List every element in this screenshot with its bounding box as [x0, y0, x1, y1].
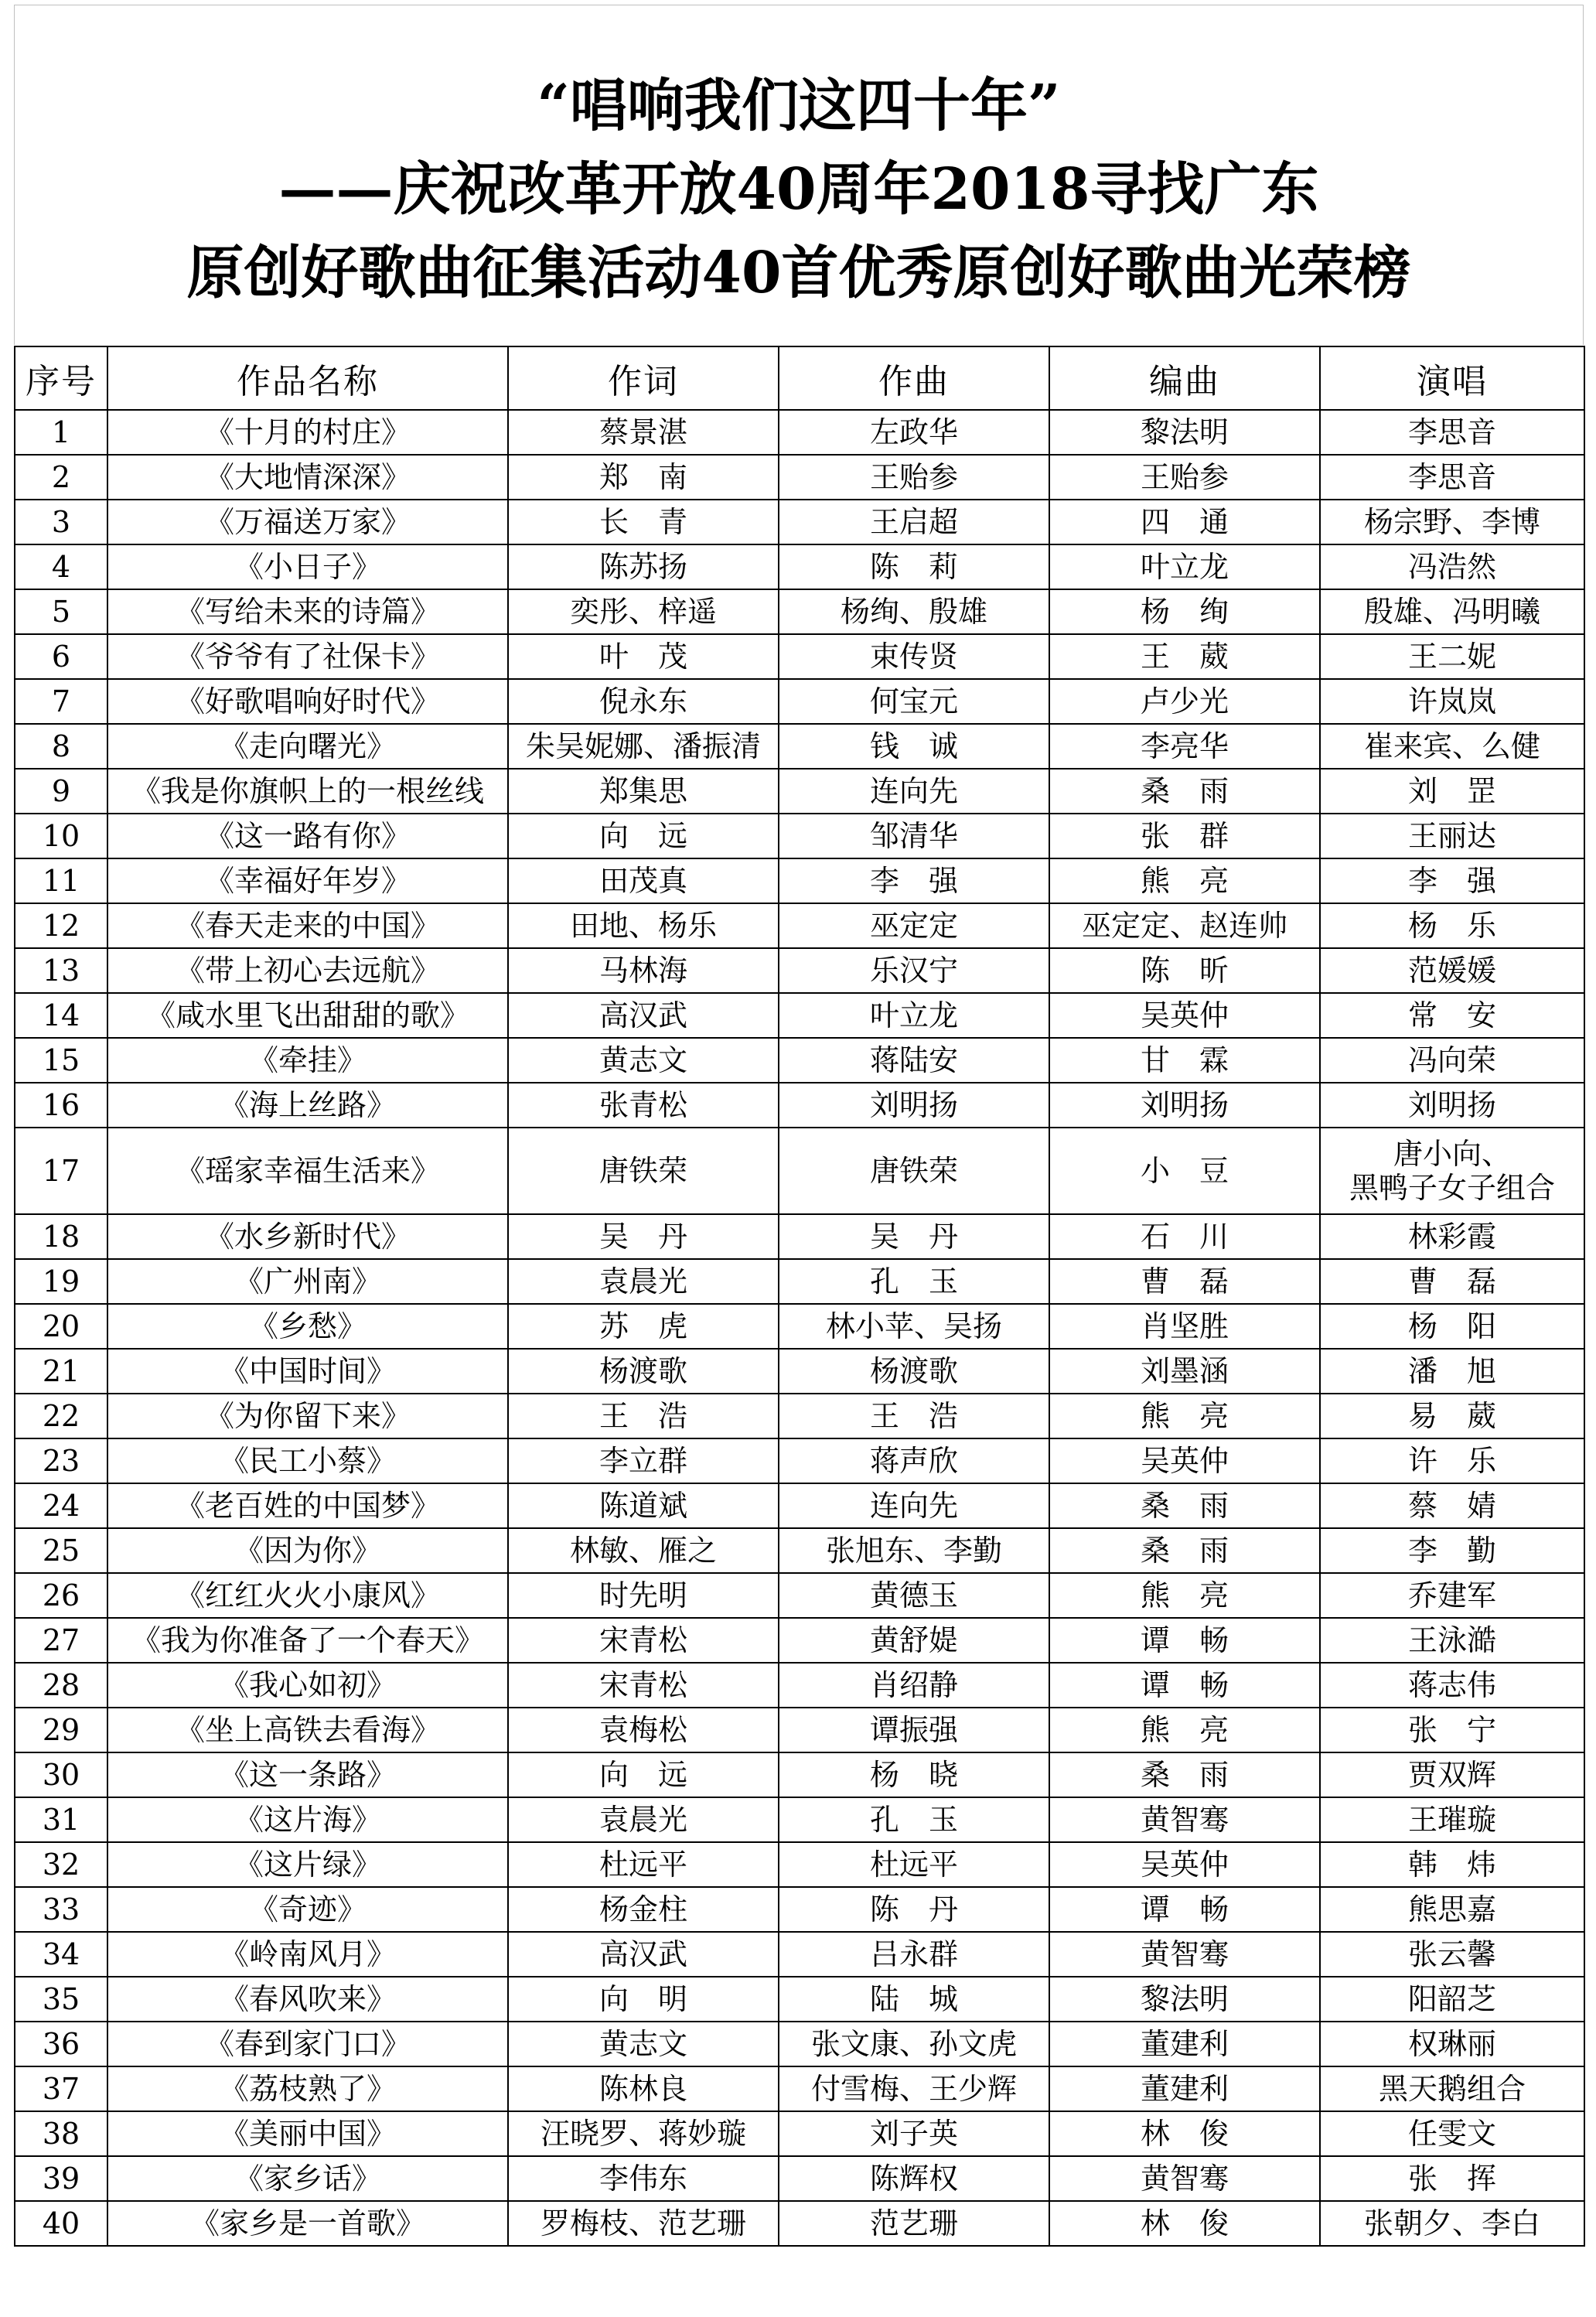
cell-arranger: 吴英仲	[1049, 993, 1320, 1038]
cell-lyricist: 向 远	[508, 1752, 779, 1797]
cell-singer: 许岚岚	[1320, 679, 1584, 724]
cell-singer: 阳韶芝	[1320, 1977, 1584, 2022]
cell-lyricist: 袁晨光	[508, 1797, 779, 1842]
cell-index: 19	[15, 1259, 107, 1304]
cell-index: 8	[15, 724, 107, 769]
cell-title: 《民工小蔡》	[107, 1438, 508, 1483]
table-row	[15, 1349, 1584, 1394]
cell-lyricist: 马林海	[508, 948, 779, 993]
table-row	[15, 1214, 1584, 1259]
cell-singer: 李思音	[1320, 455, 1584, 500]
cell-arranger: 杨 绚	[1049, 589, 1320, 634]
cell-arranger: 熊 亮	[1049, 1394, 1320, 1438]
cell-composer: 陈 莉	[779, 544, 1049, 589]
cell-index: 33	[15, 1887, 107, 1932]
cell-singer: 韩 炜	[1320, 1842, 1584, 1887]
table-row	[15, 2201, 1584, 2246]
cell-composer: 刘子英	[779, 2111, 1049, 2156]
cell-arranger: 林 俊	[1049, 2111, 1320, 2156]
table-row	[15, 1708, 1584, 1752]
cell-arranger: 熊 亮	[1049, 1708, 1320, 1752]
cell-title: 《水乡新时代》	[107, 1214, 508, 1259]
table-row	[15, 589, 1584, 634]
cell-lyricist: 叶 茂	[508, 634, 779, 679]
table-row	[15, 1797, 1584, 1842]
table-row	[15, 2066, 1584, 2111]
table-row	[15, 724, 1584, 769]
cell-title: 《这一条路》	[107, 1752, 508, 1797]
table-row	[15, 634, 1584, 679]
cell-title: 《美丽中国》	[107, 2111, 508, 2156]
cell-composer: 何宝元	[779, 679, 1049, 724]
table-row	[15, 769, 1584, 814]
cell-composer: 范艺珊	[779, 2201, 1049, 2246]
cell-lyricist: 袁梅松	[508, 1708, 779, 1752]
cell-index: 20	[15, 1304, 107, 1349]
cell-lyricist: 高汉武	[508, 993, 779, 1038]
cell-arranger: 李亮华	[1049, 724, 1320, 769]
cell-singer: 冯浩然	[1320, 544, 1584, 589]
cell-composer: 杨 晓	[779, 1752, 1049, 1797]
cell-composer: 连向先	[779, 769, 1049, 814]
cell-index: 15	[15, 1038, 107, 1083]
cell-arranger: 甘 霖	[1049, 1038, 1320, 1083]
cell-lyricist: 田地、杨乐	[508, 903, 779, 948]
cell-lyricist: 罗梅枝、范艺珊	[508, 2201, 779, 2246]
cell-singer: 林彩霞	[1320, 1214, 1584, 1259]
cell-title: 《家乡话》	[107, 2156, 508, 2201]
cell-composer: 巫定定	[779, 903, 1049, 948]
cell-composer: 孔 玉	[779, 1797, 1049, 1842]
cell-lyricist: 田茂真	[508, 858, 779, 903]
cell-singer: 贾双辉	[1320, 1752, 1584, 1797]
table-body	[15, 410, 1584, 2246]
table-header-row	[15, 346, 1584, 410]
header-lyricist: 作词	[508, 346, 779, 410]
cell-title: 《家乡是一首歌》	[107, 2201, 508, 2246]
cell-index: 35	[15, 1977, 107, 2022]
cell-singer: 张 挥	[1320, 2156, 1584, 2201]
title-line-1: “唱响我们这四十年”	[537, 73, 1061, 139]
cell-title: 《写给未来的诗篇》	[107, 589, 508, 634]
cell-singer: 刘明扬	[1320, 1083, 1584, 1128]
cell-singer: 杨 乐	[1320, 903, 1584, 948]
cell-singer: 张云馨	[1320, 1932, 1584, 1977]
table-row	[15, 1394, 1584, 1438]
cell-arranger: 熊 亮	[1049, 858, 1320, 903]
cell-index: 11	[15, 858, 107, 903]
cell-index: 1	[15, 410, 107, 455]
cell-lyricist: 倪永东	[508, 679, 779, 724]
cell-title: 《爷爷有了社保卡》	[107, 634, 508, 679]
cell-index: 34	[15, 1932, 107, 1977]
cell-singer: 许 乐	[1320, 1438, 1584, 1483]
cell-title: 《乡愁》	[107, 1304, 508, 1349]
cell-composer: 钱 诚	[779, 724, 1049, 769]
cell-singer: 蔡 婧	[1320, 1483, 1584, 1528]
cell-title: 《因为你》	[107, 1528, 508, 1573]
cell-index: 21	[15, 1349, 107, 1394]
table-row	[15, 993, 1584, 1038]
cell-composer: 杜远平	[779, 1842, 1049, 1887]
cell-lyricist: 袁晨光	[508, 1259, 779, 1304]
cell-arranger: 黎法明	[1049, 1977, 1320, 2022]
cell-index: 40	[15, 2201, 107, 2246]
title-line-2: ——庆祝改革开放40周年2018寻找广东	[278, 156, 1319, 223]
table-row	[15, 1932, 1584, 1977]
cell-lyricist: 李立群	[508, 1438, 779, 1483]
cell-index: 27	[15, 1618, 107, 1663]
cell-singer: 张朝夕、李白	[1320, 2201, 1584, 2246]
cell-index: 18	[15, 1214, 107, 1259]
cell-composer: 左政华	[779, 410, 1049, 455]
table-row	[15, 948, 1584, 993]
cell-arranger: 桑 雨	[1049, 1752, 1320, 1797]
cell-composer: 杨渡歌	[779, 1349, 1049, 1394]
cell-lyricist: 陈道斌	[508, 1483, 779, 1528]
table-row	[15, 1528, 1584, 1573]
cell-index: 6	[15, 634, 107, 679]
cell-composer: 王 浩	[779, 1394, 1049, 1438]
cell-singer: 蒋志伟	[1320, 1663, 1584, 1708]
cell-index: 36	[15, 2022, 107, 2066]
cell-composer: 陈 丹	[779, 1887, 1049, 1932]
table-row	[15, 544, 1584, 589]
cell-index: 4	[15, 544, 107, 589]
cell-lyricist: 郑 南	[508, 455, 779, 500]
cell-arranger: 四 通	[1049, 500, 1320, 544]
cell-lyricist: 杨金柱	[508, 1887, 779, 1932]
cell-title: 《春天走来的中国》	[107, 903, 508, 948]
cell-lyricist: 汪晓罗、蒋妙璇	[508, 2111, 779, 2156]
table-row	[15, 1752, 1584, 1797]
cell-arranger: 桑 雨	[1049, 1528, 1320, 1573]
cell-index: 2	[15, 455, 107, 500]
table-row	[15, 2022, 1584, 2066]
cell-title: 《咸水里飞出甜甜的歌》	[107, 993, 508, 1038]
cell-composer: 刘明扬	[779, 1083, 1049, 1128]
cell-singer: 乔建军	[1320, 1573, 1584, 1618]
cell-composer: 陆 城	[779, 1977, 1049, 2022]
cell-arranger: 黄智骞	[1049, 2156, 1320, 2201]
cell-index: 26	[15, 1573, 107, 1618]
cell-lyricist: 苏 虎	[508, 1304, 779, 1349]
title-line-3: 原创好歌曲征集活动40首优秀原创好歌曲光荣榜	[186, 240, 1411, 306]
table-row	[15, 814, 1584, 858]
cell-singer: 常 安	[1320, 993, 1584, 1038]
cell-singer: 任雯文	[1320, 2111, 1584, 2156]
cell-arranger: 桑 雨	[1049, 1483, 1320, 1528]
cell-singer: 权琳丽	[1320, 2022, 1584, 2066]
cell-title: 《中国时间》	[107, 1349, 508, 1394]
cell-composer: 林小苹、吴扬	[779, 1304, 1049, 1349]
cell-composer: 吴 丹	[779, 1214, 1049, 1259]
cell-lyricist: 陈林良	[508, 2066, 779, 2111]
cell-singer: 杨 阳	[1320, 1304, 1584, 1349]
cell-index: 13	[15, 948, 107, 993]
cell-lyricist: 黄志文	[508, 2022, 779, 2066]
cell-arranger: 熊 亮	[1049, 1573, 1320, 1618]
cell-singer: 崔来宾、么健	[1320, 724, 1584, 769]
cell-arranger: 黄智骞	[1049, 1932, 1320, 1977]
table-row	[15, 1083, 1584, 1128]
table-row	[15, 1842, 1584, 1887]
cell-composer: 连向先	[779, 1483, 1049, 1528]
cell-singer: 杨宗野、李博	[1320, 500, 1584, 544]
cell-singer: 李思音	[1320, 410, 1584, 455]
cell-title: 《幸福好年岁》	[107, 858, 508, 903]
cell-index: 38	[15, 2111, 107, 2156]
cell-arranger: 黎法明	[1049, 410, 1320, 455]
cell-index: 30	[15, 1752, 107, 1797]
cell-singer: 潘 旭	[1320, 1349, 1584, 1394]
cell-singer: 冯向荣	[1320, 1038, 1584, 1083]
table-row	[15, 2111, 1584, 2156]
cell-lyricist: 宋青松	[508, 1618, 779, 1663]
cell-composer: 肖绍静	[779, 1663, 1049, 1708]
cell-composer: 唐铁荣	[779, 1128, 1049, 1214]
cell-arranger: 卢少光	[1049, 679, 1320, 724]
table-row	[15, 903, 1584, 948]
cell-lyricist: 黄志文	[508, 1038, 779, 1083]
cell-singer: 范媛媛	[1320, 948, 1584, 993]
table-row	[15, 679, 1584, 724]
cell-line: 唐小向、	[1393, 1137, 1511, 1171]
cell-composer: 张旭东、李勤	[779, 1528, 1049, 1573]
cell-composer: 李 强	[779, 858, 1049, 903]
cell-index: 25	[15, 1528, 107, 1573]
table-row	[15, 1038, 1584, 1083]
cell-arranger: 谭 畅	[1049, 1663, 1320, 1708]
cell-composer: 王启超	[779, 500, 1049, 544]
cell-title: 《为你留下来》	[107, 1394, 508, 1438]
cell-arranger: 王 葳	[1049, 634, 1320, 679]
cell-lyricist: 杨渡歌	[508, 1349, 779, 1394]
cell-composer: 陈辉权	[779, 2156, 1049, 2201]
table-row	[15, 1887, 1584, 1932]
cell-title: 《好歌唱响好时代》	[107, 679, 508, 724]
cell-singer: 刘 罡	[1320, 769, 1584, 814]
cell-title: 《我为你准备了一个春天》	[107, 1618, 508, 1663]
cell-index: 32	[15, 1842, 107, 1887]
cell-arranger: 叶立龙	[1049, 544, 1320, 589]
cell-composer: 蒋声欣	[779, 1438, 1049, 1483]
cell-arranger: 王贻参	[1049, 455, 1320, 500]
cell-singer: 殷雄、冯明曦	[1320, 589, 1584, 634]
cell-title: 《我是你旗帜上的一根丝线	[107, 769, 508, 814]
cell-singer: 王丽达	[1320, 814, 1584, 858]
cell-singer: 熊思嘉	[1320, 1887, 1584, 1932]
cell-singer: 张 宁	[1320, 1708, 1584, 1752]
cell-arranger: 曹 磊	[1049, 1259, 1320, 1304]
cell-arranger: 吴英仲	[1049, 1842, 1320, 1887]
table-row	[15, 410, 1584, 455]
cell-composer: 束传贤	[779, 634, 1049, 679]
cell-index: 28	[15, 1663, 107, 1708]
cell-composer: 付雪梅、王少辉	[779, 2066, 1049, 2111]
cell-composer: 邹清华	[779, 814, 1049, 858]
cell-title: 《这一路有你》	[107, 814, 508, 858]
table-row	[15, 500, 1584, 544]
cell-lyricist: 蔡景湛	[508, 410, 779, 455]
cell-title: 《春风吹来》	[107, 1977, 508, 2022]
cell-composer: 谭振强	[779, 1708, 1049, 1752]
cell-lyricist: 陈苏扬	[508, 544, 779, 589]
cell-singer: 黑天鹅组合	[1320, 2066, 1584, 2111]
cell-singer	[1320, 1128, 1584, 1214]
cell-index: 12	[15, 903, 107, 948]
cell-title: 《坐上高铁去看海》	[107, 1708, 508, 1752]
cell-index: 9	[15, 769, 107, 814]
cell-arranger: 谭 畅	[1049, 1887, 1320, 1932]
cell-lyricist: 张青松	[508, 1083, 779, 1128]
cell-lyricist: 向 远	[508, 814, 779, 858]
cell-lyricist: 奕彤、梓遥	[508, 589, 779, 634]
cell-lyricist: 林敏、雁之	[508, 1528, 779, 1573]
cell-arranger: 董建利	[1049, 2022, 1320, 2066]
table-row	[15, 1128, 1584, 1214]
cell-index: 16	[15, 1083, 107, 1128]
cell-title: 《走向曙光》	[107, 724, 508, 769]
cell-lyricist: 王 浩	[508, 1394, 779, 1438]
cell-lyricist: 高汉武	[508, 1932, 779, 1977]
cell-title: 《红红火火小康风》	[107, 1573, 508, 1618]
cell-title: 《牵挂》	[107, 1038, 508, 1083]
cell-arranger: 林 俊	[1049, 2201, 1320, 2246]
cell-singer: 易 葳	[1320, 1394, 1584, 1438]
header-title: 作品名称	[107, 346, 508, 410]
cell-arranger: 谭 畅	[1049, 1618, 1320, 1663]
cell-title: 《十月的村庄》	[107, 410, 508, 455]
cell-lyricist: 吴 丹	[508, 1214, 779, 1259]
header-singer: 演唱	[1320, 346, 1584, 410]
cell-composer: 杨绚、殷雄	[779, 589, 1049, 634]
cell-arranger: 陈 昕	[1049, 948, 1320, 993]
cell-lyricist: 李伟东	[508, 2156, 779, 2201]
cell-title: 《万福送万家》	[107, 500, 508, 544]
cell-line: 黑鸭子女子组合	[1349, 1171, 1555, 1205]
cell-singer: 王泳澔	[1320, 1618, 1584, 1663]
cell-singer: 李 勤	[1320, 1528, 1584, 1573]
honor-table	[14, 346, 1585, 2247]
cell-title: 《大地情深深》	[107, 455, 508, 500]
cell-lyricist: 向 明	[508, 1977, 779, 2022]
cell-arranger: 董建利	[1049, 2066, 1320, 2111]
cell-index: 10	[15, 814, 107, 858]
cell-composer: 张文康、孙文虎	[779, 2022, 1049, 2066]
table-row	[15, 1438, 1584, 1483]
cell-title: 《广州南》	[107, 1259, 508, 1304]
cell-title: 《海上丝路》	[107, 1083, 508, 1128]
table-row	[15, 1259, 1584, 1304]
cell-index: 5	[15, 589, 107, 634]
cell-composer: 叶立龙	[779, 993, 1049, 1038]
cell-title: 《荔枝熟了》	[107, 2066, 508, 2111]
cell-title: 《老百姓的中国梦》	[107, 1483, 508, 1528]
cell-index: 7	[15, 679, 107, 724]
cell-lyricist: 杜远平	[508, 1842, 779, 1887]
cell-arranger: 黄智骞	[1049, 1797, 1320, 1842]
cell-lyricist: 唐铁荣	[508, 1128, 779, 1214]
table-row	[15, 455, 1584, 500]
cell-title: 《瑶家幸福生活来》	[107, 1128, 508, 1214]
table-row	[15, 2156, 1584, 2201]
cell-lyricist: 长 青	[508, 500, 779, 544]
cell-lyricist: 朱吴妮娜、潘振清	[508, 724, 779, 769]
cell-singer: 王二妮	[1320, 634, 1584, 679]
header-composer: 作曲	[779, 346, 1049, 410]
cell-title: 《带上初心去远航》	[107, 948, 508, 993]
cell-arranger: 桑 雨	[1049, 769, 1320, 814]
cell-composer: 黄舒媞	[779, 1618, 1049, 1663]
cell-arranger: 小 豆	[1049, 1128, 1320, 1214]
cell-index: 31	[15, 1797, 107, 1842]
table-row	[15, 1663, 1584, 1708]
cell-composer: 孔 玉	[779, 1259, 1049, 1304]
cell-index: 39	[15, 2156, 107, 2201]
table-row	[15, 858, 1584, 903]
table-row	[15, 1618, 1584, 1663]
cell-arranger: 刘墨涵	[1049, 1349, 1320, 1394]
cell-index: 17	[15, 1128, 107, 1214]
cell-index: 24	[15, 1483, 107, 1528]
cell-title: 《这片海》	[107, 1797, 508, 1842]
cell-title: 《我心如初》	[107, 1663, 508, 1708]
cell-composer: 吕永群	[779, 1932, 1049, 1977]
cell-title: 《岭南风月》	[107, 1932, 508, 1977]
cell-arranger: 吴英仲	[1049, 1438, 1320, 1483]
table-row	[15, 1304, 1584, 1349]
cell-arranger: 肖坚胜	[1049, 1304, 1320, 1349]
header-arranger: 编曲	[1049, 346, 1320, 410]
cell-singer: 曹 磊	[1320, 1259, 1584, 1304]
cell-singer: 李 强	[1320, 858, 1584, 903]
header-index: 序号	[15, 346, 107, 410]
cell-arranger: 刘明扬	[1049, 1083, 1320, 1128]
title-block	[14, 5, 1584, 345]
cell-singer: 王璀璇	[1320, 1797, 1584, 1842]
table-row	[15, 1977, 1584, 2022]
cell-index: 22	[15, 1394, 107, 1438]
cell-index: 37	[15, 2066, 107, 2111]
cell-composer: 王贻参	[779, 455, 1049, 500]
cell-title: 《奇迹》	[107, 1887, 508, 1932]
table-row	[15, 1573, 1584, 1618]
cell-composer: 蒋陆安	[779, 1038, 1049, 1083]
table-row	[15, 1483, 1584, 1528]
cell-index: 29	[15, 1708, 107, 1752]
cell-composer: 黄德玉	[779, 1573, 1049, 1618]
cell-title: 《这片绿》	[107, 1842, 508, 1887]
cell-composer: 乐汉宁	[779, 948, 1049, 993]
cell-arranger: 巫定定、赵连帅	[1049, 903, 1320, 948]
cell-lyricist: 时先明	[508, 1573, 779, 1618]
cell-title: 《小日子》	[107, 544, 508, 589]
cell-lyricist: 宋青松	[508, 1663, 779, 1708]
cell-index: 3	[15, 500, 107, 544]
cell-arranger: 石 川	[1049, 1214, 1320, 1259]
cell-index: 23	[15, 1438, 107, 1483]
cell-index: 14	[15, 993, 107, 1038]
cell-lyricist: 郑集思	[508, 769, 779, 814]
cell-arranger: 张 群	[1049, 814, 1320, 858]
cell-title: 《春到家门口》	[107, 2022, 508, 2066]
